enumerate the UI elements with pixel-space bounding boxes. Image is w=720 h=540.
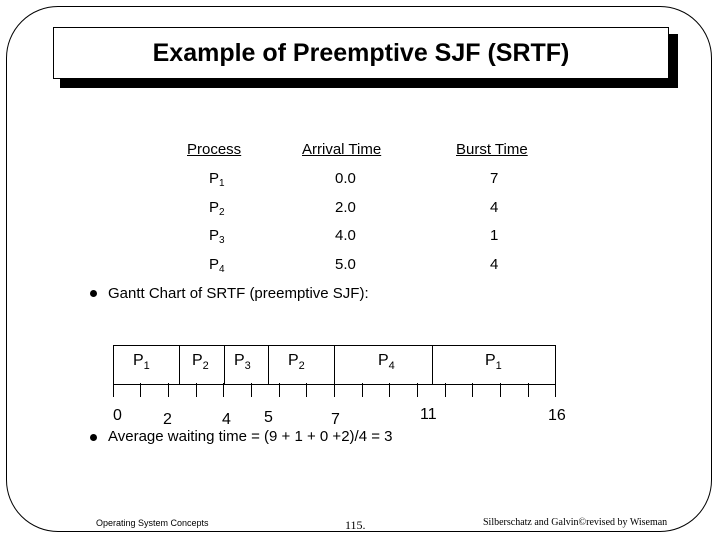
time-label: 16 <box>548 407 566 424</box>
gantt-segment-label: $P_1$ <box>485 352 502 372</box>
time-tick <box>196 383 197 397</box>
time-label: 5 <box>264 409 273 426</box>
slide-title: Example of Preemptive SJF (SRTF) <box>152 38 570 67</box>
table-row-arrival: 2.0 <box>335 199 356 216</box>
table-row-burst: 7 <box>490 170 499 187</box>
time-label: 4 <box>222 411 231 428</box>
gantt-divider <box>224 345 225 385</box>
title-box <box>53 27 669 79</box>
gantt-divider <box>334 345 335 385</box>
footer-course: Operating System Concepts <box>96 518 209 528</box>
gantt-divider <box>432 345 433 385</box>
time-tick <box>279 383 280 397</box>
header-burst-time: Burst Time <box>456 141 528 158</box>
average-waiting-time: Average waiting time = (9 + 1 + 0 +2)/4 = 3 <box>108 428 393 445</box>
footer-page-number: 115. <box>345 518 366 532</box>
header-arrival-time: Arrival Time <box>302 141 382 158</box>
table-row-arrival: 5.0 <box>335 256 356 273</box>
time-tick <box>334 383 335 397</box>
gantt-caption: Gantt Chart of SRTF (preemptive SJF): <box>108 285 369 302</box>
table-row-arrival: 0.0 <box>335 170 356 187</box>
bullet-icon <box>90 290 97 297</box>
time-tick <box>500 383 501 397</box>
time-tick <box>555 383 556 397</box>
table-row-process: $P_1$ <box>209 170 225 189</box>
time-tick <box>528 383 529 397</box>
time-tick <box>389 383 390 397</box>
gantt-segment-label: $P_1$ <box>133 352 150 372</box>
time-tick <box>168 383 169 397</box>
table-row-burst: 4 <box>490 256 499 273</box>
gantt-segment-label: $P_3$ <box>234 352 251 372</box>
header-process: Process <box>187 141 242 158</box>
table-row-process: $P_4$ <box>209 256 225 275</box>
gantt-segment-label: $P_4$ <box>378 352 395 372</box>
table-row-arrival: 4.0 <box>335 227 356 244</box>
time-label: 0 <box>113 407 122 424</box>
table-row-burst: 4 <box>490 199 499 216</box>
time-tick <box>223 383 224 397</box>
time-tick <box>251 383 252 397</box>
table-row-process: $P_3$ <box>209 227 225 246</box>
time-label: 2 <box>163 411 172 428</box>
gantt-segment-label: $P_2$ <box>288 352 305 372</box>
time-tick <box>445 383 446 397</box>
time-tick <box>362 383 363 397</box>
footer-authors: Silberschatz and Galvin©revised by Wiseman <box>483 517 668 528</box>
time-tick <box>417 383 418 397</box>
gantt-divider <box>179 345 180 385</box>
time-tick <box>472 383 473 397</box>
time-tick <box>140 383 141 397</box>
bullet-icon <box>90 434 97 441</box>
gantt-divider <box>268 345 269 385</box>
table-row-burst: 1 <box>490 227 499 244</box>
gantt-segment-label: $P_2$ <box>192 352 209 372</box>
time-tick <box>306 383 307 397</box>
time-label: 11 <box>420 406 437 423</box>
table-row-process: $P_2$ <box>209 199 225 218</box>
time-label: 7 <box>331 411 340 428</box>
time-tick <box>113 383 114 397</box>
